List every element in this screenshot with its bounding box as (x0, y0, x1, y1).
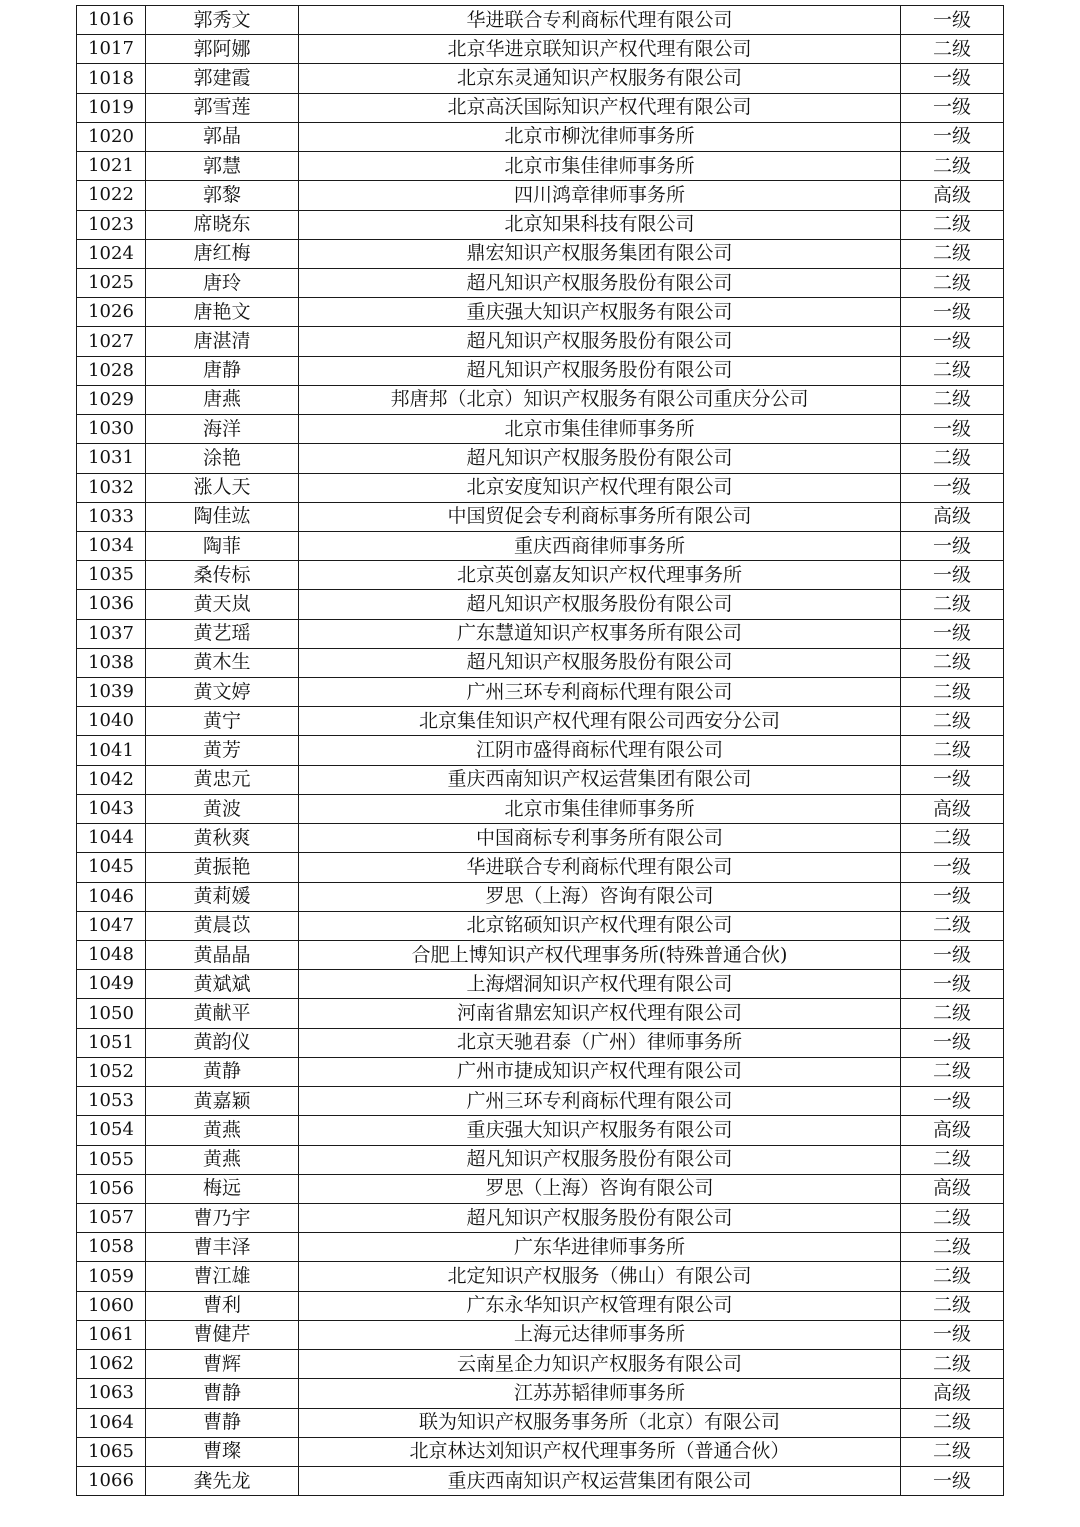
organization-cell: 江阴市盛得商标代理有限公司 (299, 736, 901, 765)
organization-cell: 超凡知识产权服务股份有限公司 (299, 1203, 901, 1232)
table-row (77, 415, 1004, 444)
organization-cell: 超凡知识产权服务股份有限公司 (299, 590, 901, 619)
level-cell: 一级 (901, 765, 1004, 794)
table-row (77, 385, 1004, 414)
row-number-cell: 1040 (77, 707, 146, 736)
row-number-cell: 1017 (77, 35, 146, 64)
table-row (77, 824, 1004, 853)
name-cell: 黄晨苡 (146, 911, 299, 940)
table-row (77, 619, 1004, 648)
table-row (77, 1116, 1004, 1145)
row-number-cell: 1029 (77, 385, 146, 414)
row-number-cell: 1019 (77, 93, 146, 122)
roster-table-body (77, 6, 1004, 1496)
row-number-cell: 1061 (77, 1320, 146, 1349)
organization-cell: 重庆西商律师事务所 (299, 531, 901, 560)
level-cell: 一级 (901, 882, 1004, 911)
organization-cell: 中国贸促会专利商标事务所有限公司 (299, 502, 901, 531)
level-cell: 二级 (901, 1262, 1004, 1291)
table-row (77, 1145, 1004, 1174)
name-cell: 郭黎 (146, 181, 299, 210)
table-row (77, 941, 1004, 970)
level-cell: 二级 (901, 385, 1004, 414)
name-cell: 黄燕 (146, 1116, 299, 1145)
level-cell: 二级 (901, 268, 1004, 297)
row-number-cell: 1048 (77, 941, 146, 970)
table-row (77, 1203, 1004, 1232)
level-cell: 一级 (901, 6, 1004, 35)
name-cell: 黄燕 (146, 1145, 299, 1174)
name-cell: 曹静 (146, 1379, 299, 1408)
name-cell: 黄艺瑶 (146, 619, 299, 648)
table-row (77, 707, 1004, 736)
level-cell: 二级 (901, 152, 1004, 181)
organization-cell: 重庆强大知识产权服务有限公司 (299, 1116, 901, 1145)
table-row (77, 736, 1004, 765)
name-cell: 黄嘉颖 (146, 1087, 299, 1116)
table-row (77, 970, 1004, 999)
table-row (77, 122, 1004, 151)
organization-cell: 北京高沃国际知识产权代理有限公司 (299, 93, 901, 122)
table-row (77, 1466, 1004, 1495)
organization-cell: 联为知识产权服务事务所（北京）有限公司 (299, 1408, 901, 1437)
organization-cell: 北京市集佳律师事务所 (299, 415, 901, 444)
table-row (77, 1437, 1004, 1466)
table-row (77, 1320, 1004, 1349)
organization-cell: 罗思（上海）咨询有限公司 (299, 1174, 901, 1203)
row-number-cell: 1025 (77, 268, 146, 297)
organization-cell: 合肥上博知识产权代理事务所(特殊普通合伙) (299, 941, 901, 970)
organization-cell: 超凡知识产权服务股份有限公司 (299, 356, 901, 385)
name-cell: 唐静 (146, 356, 299, 385)
organization-cell: 鼎宏知识产权服务集团有限公司 (299, 239, 901, 268)
row-number-cell: 1062 (77, 1350, 146, 1379)
name-cell: 黄振艳 (146, 853, 299, 882)
organization-cell: 超凡知识产权服务股份有限公司 (299, 1145, 901, 1174)
level-cell: 高级 (901, 1116, 1004, 1145)
level-cell: 高级 (901, 1379, 1004, 1408)
level-cell: 一级 (901, 93, 1004, 122)
level-cell: 二级 (901, 1350, 1004, 1379)
name-cell: 黄莉媛 (146, 882, 299, 911)
row-number-cell: 1060 (77, 1291, 146, 1320)
row-number-cell: 1018 (77, 64, 146, 93)
row-number-cell: 1043 (77, 794, 146, 823)
table-row (77, 1174, 1004, 1203)
row-number-cell: 1055 (77, 1145, 146, 1174)
name-cell: 涂艳 (146, 444, 299, 473)
organization-cell: 罗思（上海）咨询有限公司 (299, 882, 901, 911)
name-cell: 海洋 (146, 415, 299, 444)
level-cell: 一级 (901, 1087, 1004, 1116)
row-number-cell: 1028 (77, 356, 146, 385)
table-row (77, 882, 1004, 911)
row-number-cell: 1046 (77, 882, 146, 911)
level-cell: 二级 (901, 210, 1004, 239)
table-row (77, 298, 1004, 327)
row-number-cell: 1036 (77, 590, 146, 619)
table-row (77, 6, 1004, 35)
name-cell: 郭建霞 (146, 64, 299, 93)
table-row (77, 1262, 1004, 1291)
table-row (77, 561, 1004, 590)
organization-cell: 中国商标专利事务所有限公司 (299, 824, 901, 853)
row-number-cell: 1064 (77, 1408, 146, 1437)
level-cell: 高级 (901, 502, 1004, 531)
name-cell: 郭雪莲 (146, 93, 299, 122)
organization-cell: 北京市集佳律师事务所 (299, 152, 901, 181)
table-row (77, 35, 1004, 64)
table-row (77, 93, 1004, 122)
organization-cell: 云南星企力知识产权服务有限公司 (299, 1350, 901, 1379)
name-cell: 梅远 (146, 1174, 299, 1203)
name-cell: 唐艳文 (146, 298, 299, 327)
level-cell: 二级 (901, 648, 1004, 677)
name-cell: 曹健芹 (146, 1320, 299, 1349)
table-row (77, 1408, 1004, 1437)
level-cell: 一级 (901, 941, 1004, 970)
row-number-cell: 1030 (77, 415, 146, 444)
organization-cell: 北京铭硕知识产权代理有限公司 (299, 911, 901, 940)
table-row (77, 1350, 1004, 1379)
name-cell: 黄韵仪 (146, 1028, 299, 1057)
name-cell: 唐玲 (146, 268, 299, 297)
row-number-cell: 1033 (77, 502, 146, 531)
name-cell: 涨人天 (146, 473, 299, 502)
organization-cell: 河南省鼎宏知识产权代理有限公司 (299, 999, 901, 1028)
name-cell: 曹璨 (146, 1437, 299, 1466)
name-cell: 郭阿娜 (146, 35, 299, 64)
level-cell: 一级 (901, 327, 1004, 356)
table-row (77, 327, 1004, 356)
name-cell: 黄晶晶 (146, 941, 299, 970)
level-cell: 高级 (901, 794, 1004, 823)
table-row (77, 210, 1004, 239)
name-cell: 黄天岚 (146, 590, 299, 619)
level-cell: 一级 (901, 1320, 1004, 1349)
row-number-cell: 1042 (77, 765, 146, 794)
level-cell: 一级 (901, 415, 1004, 444)
organization-cell: 邦唐邦（北京）知识产权服务有限公司重庆分公司 (299, 385, 901, 414)
name-cell: 黄木生 (146, 648, 299, 677)
organization-cell: 北京知果科技有限公司 (299, 210, 901, 239)
table-row (77, 268, 1004, 297)
row-number-cell: 1022 (77, 181, 146, 210)
table-row (77, 999, 1004, 1028)
row-number-cell: 1044 (77, 824, 146, 853)
level-cell: 二级 (901, 707, 1004, 736)
level-cell: 二级 (901, 1437, 1004, 1466)
name-cell: 黄芳 (146, 736, 299, 765)
row-number-cell: 1035 (77, 561, 146, 590)
organization-cell: 超凡知识产权服务股份有限公司 (299, 268, 901, 297)
name-cell: 曹丰泽 (146, 1233, 299, 1262)
organization-cell: 北京集佳知识产权代理有限公司西安分公司 (299, 707, 901, 736)
table-row (77, 1057, 1004, 1086)
name-cell: 曹江雄 (146, 1262, 299, 1291)
level-cell: 二级 (901, 1408, 1004, 1437)
name-cell: 曹辉 (146, 1350, 299, 1379)
row-number-cell: 1024 (77, 239, 146, 268)
level-cell: 一级 (901, 298, 1004, 327)
row-number-cell: 1038 (77, 648, 146, 677)
row-number-cell: 1054 (77, 1116, 146, 1145)
organization-cell: 重庆强大知识产权服务有限公司 (299, 298, 901, 327)
level-cell: 二级 (901, 1057, 1004, 1086)
row-number-cell: 1053 (77, 1087, 146, 1116)
row-number-cell: 1066 (77, 1466, 146, 1495)
level-cell: 一级 (901, 473, 1004, 502)
table-row (77, 1291, 1004, 1320)
table-row (77, 1233, 1004, 1262)
level-cell: 一级 (901, 970, 1004, 999)
level-cell: 二级 (901, 1233, 1004, 1262)
row-number-cell: 1065 (77, 1437, 146, 1466)
name-cell: 桑传标 (146, 561, 299, 590)
name-cell: 黄秋爽 (146, 824, 299, 853)
table-row (77, 648, 1004, 677)
table-row (77, 1379, 1004, 1408)
name-cell: 黄文婷 (146, 678, 299, 707)
level-cell: 一级 (901, 64, 1004, 93)
organization-cell: 广州三环专利商标代理有限公司 (299, 678, 901, 707)
name-cell: 黄斌斌 (146, 970, 299, 999)
row-number-cell: 1051 (77, 1028, 146, 1057)
row-number-cell: 1057 (77, 1203, 146, 1232)
name-cell: 唐红梅 (146, 239, 299, 268)
table-row (77, 356, 1004, 385)
level-cell: 二级 (901, 35, 1004, 64)
organization-cell: 上海熠洞知识产权代理有限公司 (299, 970, 901, 999)
organization-cell: 重庆西南知识产权运营集团有限公司 (299, 765, 901, 794)
organization-cell: 上海元达律师事务所 (299, 1320, 901, 1349)
table-row (77, 181, 1004, 210)
organization-cell: 北京英创嘉友知识产权代理事务所 (299, 561, 901, 590)
table-row (77, 64, 1004, 93)
level-cell: 高级 (901, 1174, 1004, 1203)
name-cell: 郭秀文 (146, 6, 299, 35)
organization-cell: 广州三环专利商标代理有限公司 (299, 1087, 901, 1116)
table-row (77, 152, 1004, 181)
row-number-cell: 1021 (77, 152, 146, 181)
level-cell: 一级 (901, 122, 1004, 151)
level-cell: 二级 (901, 356, 1004, 385)
level-cell: 二级 (901, 736, 1004, 765)
table-row (77, 444, 1004, 473)
level-cell: 二级 (901, 1145, 1004, 1174)
name-cell: 郭慧 (146, 152, 299, 181)
name-cell: 黄静 (146, 1057, 299, 1086)
row-number-cell: 1045 (77, 853, 146, 882)
organization-cell: 北京市柳沈律师事务所 (299, 122, 901, 151)
row-number-cell: 1039 (77, 678, 146, 707)
organization-cell: 华进联合专利商标代理有限公司 (299, 6, 901, 35)
row-number-cell: 1027 (77, 327, 146, 356)
organization-cell: 北京林达刘知识产权代理事务所（普通合伙） (299, 1437, 901, 1466)
level-cell: 二级 (901, 911, 1004, 940)
row-number-cell: 1023 (77, 210, 146, 239)
level-cell: 二级 (901, 1291, 1004, 1320)
organization-cell: 北定知识产权服务（佛山）有限公司 (299, 1262, 901, 1291)
row-number-cell: 1058 (77, 1233, 146, 1262)
organization-cell: 北京市集佳律师事务所 (299, 794, 901, 823)
roster-table (76, 5, 1004, 1496)
row-number-cell: 1032 (77, 473, 146, 502)
organization-cell: 广东华进律师事务所 (299, 1233, 901, 1262)
row-number-cell: 1020 (77, 122, 146, 151)
table-row (77, 590, 1004, 619)
organization-cell: 北京华进京联知识产权代理有限公司 (299, 35, 901, 64)
name-cell: 曹利 (146, 1291, 299, 1320)
name-cell: 黄献平 (146, 999, 299, 1028)
row-number-cell: 1063 (77, 1379, 146, 1408)
organization-cell: 广东慧道知识产权事务所有限公司 (299, 619, 901, 648)
organization-cell: 华进联合专利商标代理有限公司 (299, 853, 901, 882)
table-row (77, 794, 1004, 823)
organization-cell: 江苏苏韬律师事务所 (299, 1379, 901, 1408)
level-cell: 一级 (901, 853, 1004, 882)
name-cell: 龚先龙 (146, 1466, 299, 1495)
row-number-cell: 1016 (77, 6, 146, 35)
row-number-cell: 1026 (77, 298, 146, 327)
organization-cell: 重庆西南知识产权运营集团有限公司 (299, 1466, 901, 1495)
row-number-cell: 1056 (77, 1174, 146, 1203)
name-cell: 唐燕 (146, 385, 299, 414)
table-row (77, 502, 1004, 531)
level-cell: 二级 (901, 1203, 1004, 1232)
row-number-cell: 1041 (77, 736, 146, 765)
row-number-cell: 1034 (77, 531, 146, 560)
organization-cell: 超凡知识产权服务股份有限公司 (299, 327, 901, 356)
table-row (77, 1087, 1004, 1116)
table-row (77, 531, 1004, 560)
row-number-cell: 1059 (77, 1262, 146, 1291)
row-number-cell: 1037 (77, 619, 146, 648)
level-cell: 二级 (901, 678, 1004, 707)
level-cell: 一级 (901, 1466, 1004, 1495)
table-row (77, 239, 1004, 268)
organization-cell: 北京东灵通知识产权服务有限公司 (299, 64, 901, 93)
level-cell: 一级 (901, 1028, 1004, 1057)
organization-cell: 超凡知识产权服务股份有限公司 (299, 648, 901, 677)
level-cell: 一级 (901, 531, 1004, 560)
organization-cell: 四川鸿章律师事务所 (299, 181, 901, 210)
organization-cell: 北京安度知识产权代理有限公司 (299, 473, 901, 502)
level-cell: 二级 (901, 444, 1004, 473)
name-cell: 曹静 (146, 1408, 299, 1437)
level-cell: 二级 (901, 824, 1004, 853)
name-cell: 黄忠元 (146, 765, 299, 794)
organization-cell: 广东永华知识产权管理有限公司 (299, 1291, 901, 1320)
name-cell: 陶菲 (146, 531, 299, 560)
row-number-cell: 1052 (77, 1057, 146, 1086)
organization-cell: 北京天驰君泰（广州）律师事务所 (299, 1028, 901, 1057)
row-number-cell: 1050 (77, 999, 146, 1028)
row-number-cell: 1031 (77, 444, 146, 473)
level-cell: 二级 (901, 239, 1004, 268)
table-row (77, 1028, 1004, 1057)
row-number-cell: 1049 (77, 970, 146, 999)
table-row (77, 853, 1004, 882)
table-row (77, 765, 1004, 794)
level-cell: 二级 (901, 590, 1004, 619)
name-cell: 郭晶 (146, 122, 299, 151)
organization-cell: 超凡知识产权服务股份有限公司 (299, 444, 901, 473)
table-row (77, 473, 1004, 502)
level-cell: 一级 (901, 619, 1004, 648)
name-cell: 陶佳竑 (146, 502, 299, 531)
name-cell: 黄宁 (146, 707, 299, 736)
organization-cell: 广州市捷成知识产权代理有限公司 (299, 1057, 901, 1086)
table-row (77, 911, 1004, 940)
level-cell: 一级 (901, 561, 1004, 590)
level-cell: 高级 (901, 181, 1004, 210)
name-cell: 曹乃宇 (146, 1203, 299, 1232)
name-cell: 唐湛清 (146, 327, 299, 356)
table-row (77, 678, 1004, 707)
level-cell: 二级 (901, 999, 1004, 1028)
name-cell: 席晓东 (146, 210, 299, 239)
row-number-cell: 1047 (77, 911, 146, 940)
name-cell: 黄波 (146, 794, 299, 823)
